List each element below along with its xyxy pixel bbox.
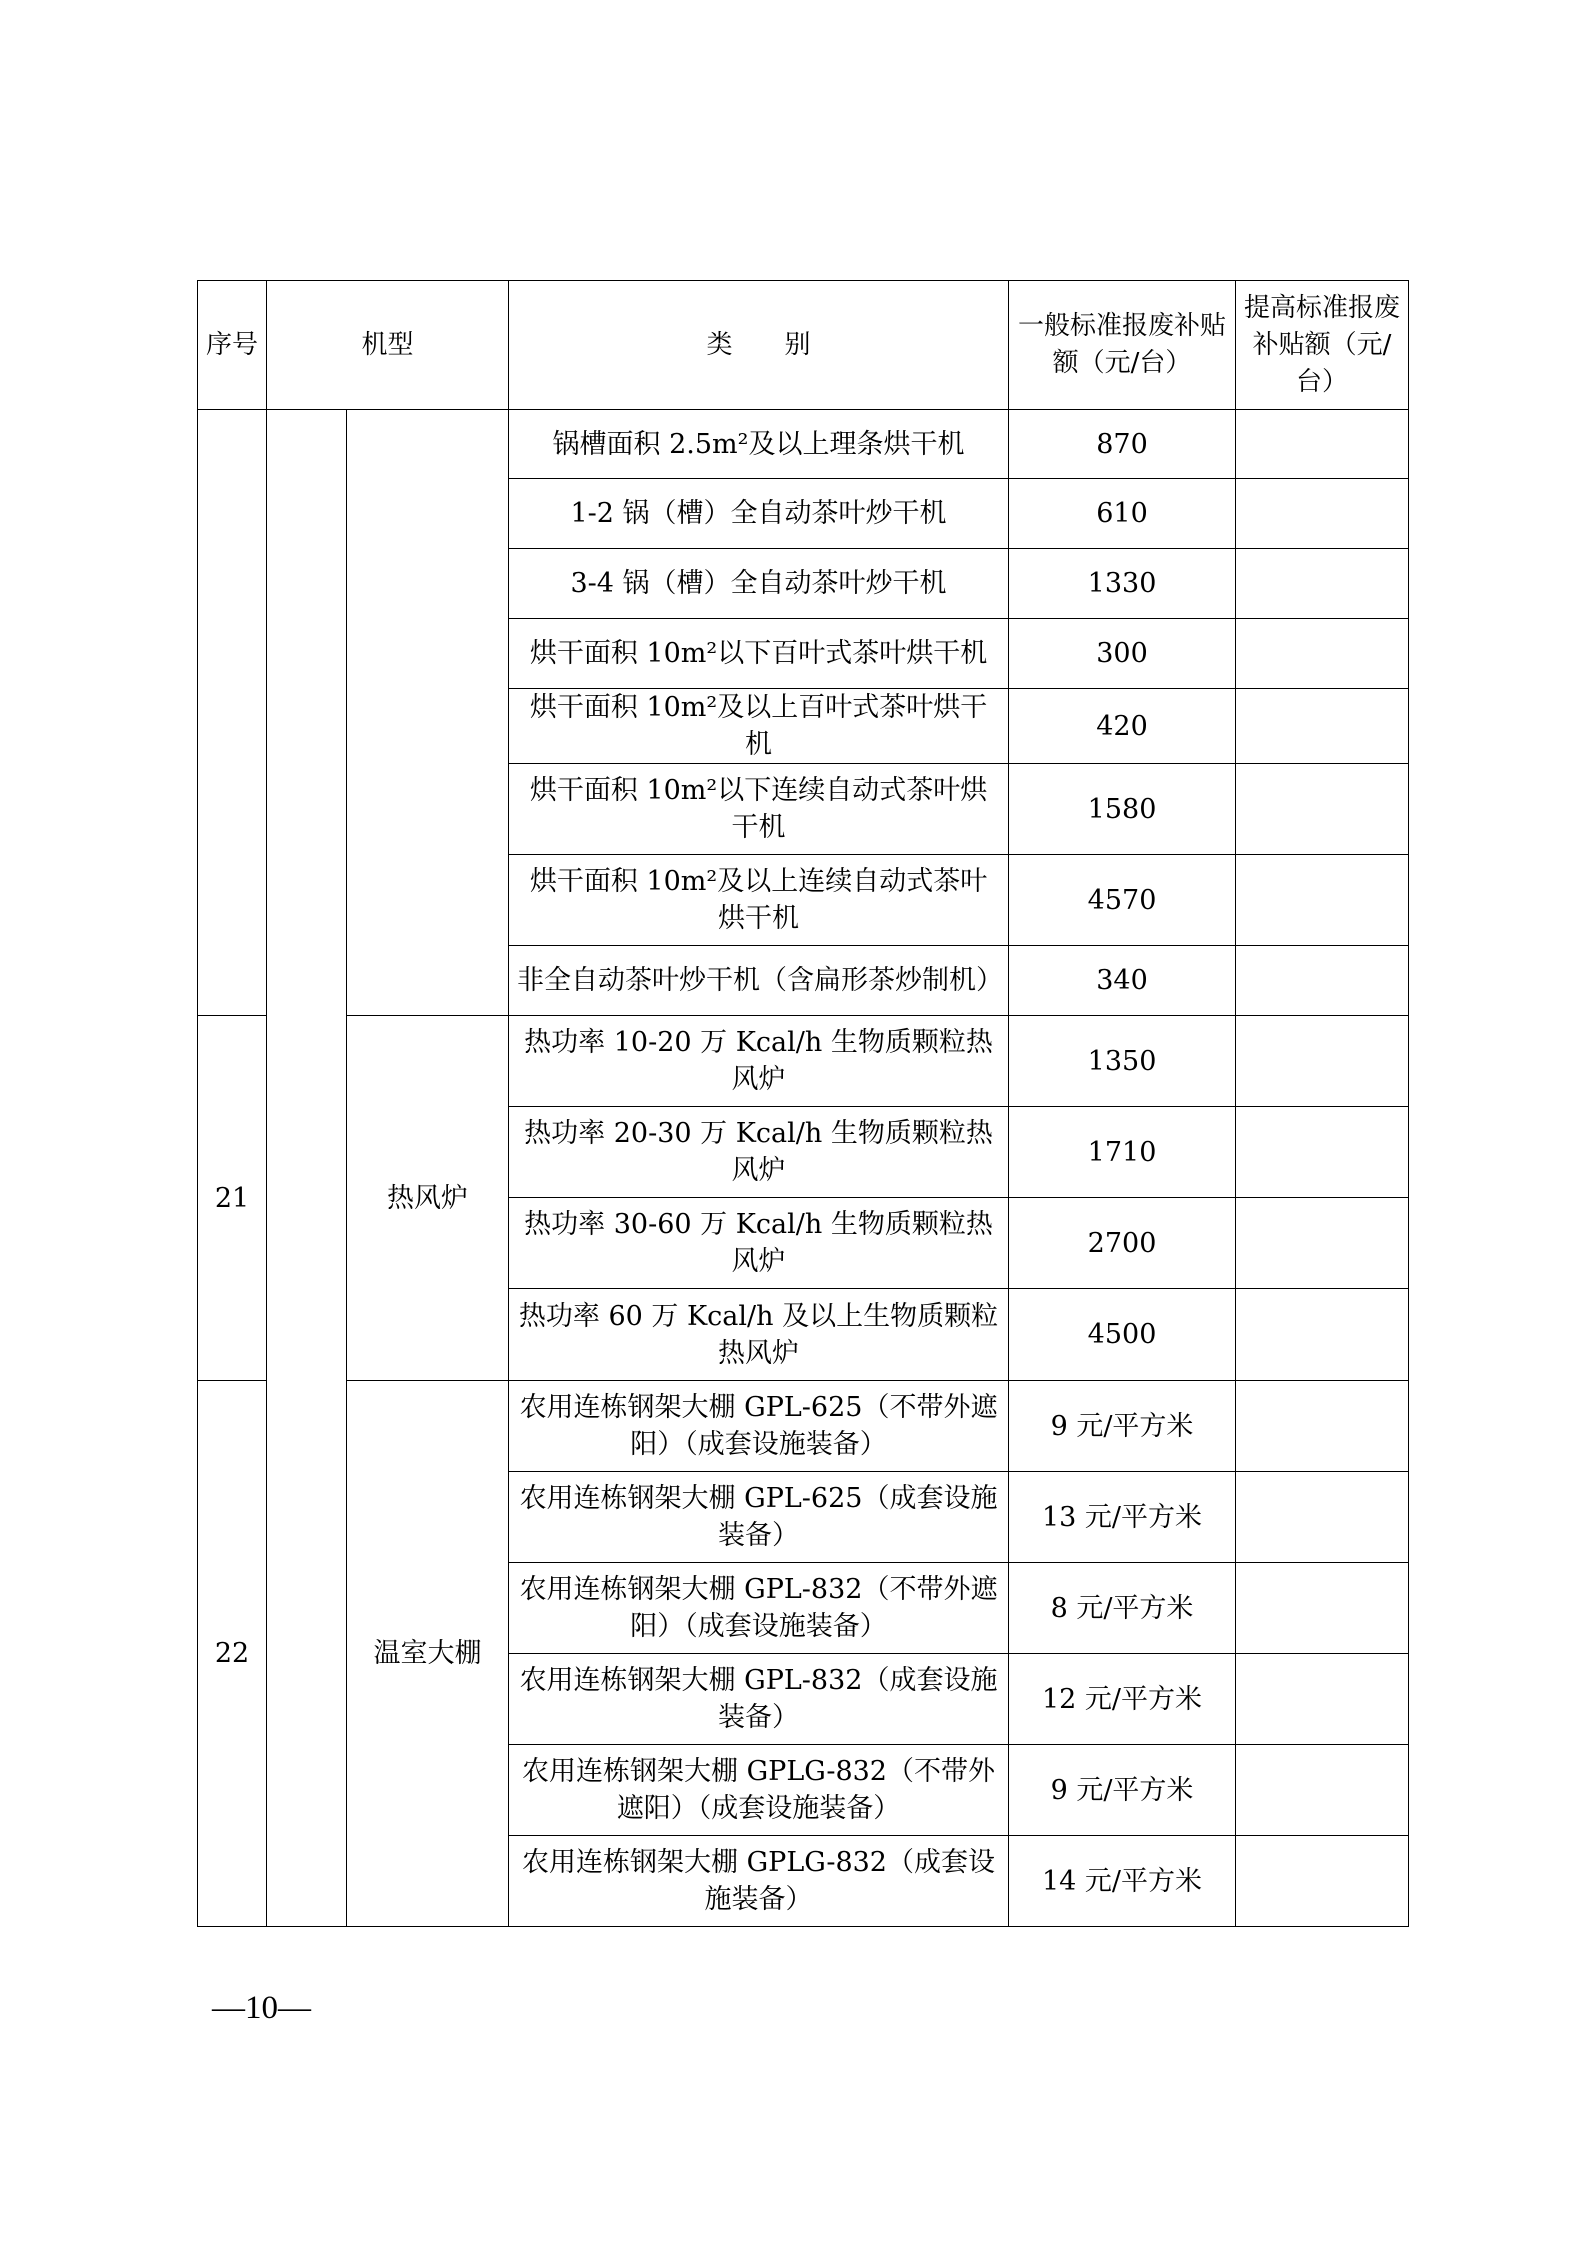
general-subsidy-cell: 1710 [1009,1107,1236,1198]
general-subsidy-cell: 4500 [1009,1289,1236,1381]
raised-subsidy-cell [1236,1563,1409,1654]
category-cell: 非全自动茶叶炒干机（含扁形茶炒制机） [509,946,1009,1016]
header-category: 类 别 [509,281,1009,410]
general-subsidy-cell: 870 [1009,410,1236,479]
general-subsidy-cell: 13 元/平方米 [1009,1472,1236,1563]
category-cell: 热功率 10-20 万 Kcal/h 生物质颗粒热风炉 [509,1016,1009,1107]
category-cell: 热功率 30-60 万 Kcal/h 生物质颗粒热风炉 [509,1198,1009,1289]
category-cell: 农用连栋钢架大棚 GPLG-832（不带外遮阳）（成套设施装备） [509,1745,1009,1836]
category-cell: 锅槽面积 2.5m²及以上理条烘干机 [509,410,1009,479]
raised-subsidy-cell [1236,549,1409,619]
table-row [198,410,1409,479]
model-cell-empty [347,410,509,1016]
raised-subsidy-cell [1236,764,1409,855]
general-subsidy-cell: 2700 [1009,1198,1236,1289]
general-subsidy-cell: 420 [1009,689,1236,764]
general-subsidy-cell: 12 元/平方米 [1009,1654,1236,1745]
seq-cell: 21 [198,1016,267,1381]
raised-subsidy-cell [1236,1107,1409,1198]
raised-subsidy-cell [1236,1836,1409,1927]
general-subsidy-cell: 1350 [1009,1016,1236,1107]
general-subsidy-cell: 1330 [1009,549,1236,619]
category-cell: 热功率 60 万 Kcal/h 及以上生物质颗粒热风炉 [509,1289,1009,1381]
category-cell: 农用连栋钢架大棚 GPLG-832（成套设施装备） [509,1836,1009,1927]
model-cell: 温室大棚 [347,1381,509,1927]
category-cell: 1-2 锅（槽）全自动茶叶炒干机 [509,479,1009,549]
subsidy-table [197,280,1409,1927]
general-subsidy-cell: 4570 [1009,855,1236,946]
category-cell: 3-4 锅（槽）全自动茶叶炒干机 [509,549,1009,619]
raised-subsidy-cell [1236,946,1409,1016]
header-general-standard: 一般标准报废补贴额（元/台） [1009,281,1236,410]
category-cell: 农用连栋钢架大棚 GPL-625（不带外遮阳）（成套设施装备） [509,1381,1009,1472]
raised-subsidy-cell [1236,855,1409,946]
category-cell: 农用连栋钢架大棚 GPL-832（不带外遮阳）（成套设施装备） [509,1563,1009,1654]
raised-subsidy-cell [1236,619,1409,689]
category-cell: 烘干面积 10m²以下百叶式茶叶烘干机 [509,619,1009,689]
category-cell: 烘干面积 10m²及以上百叶式茶叶烘干机 [509,689,1009,764]
category-cell: 农用连栋钢架大棚 GPL-625（成套设施装备） [509,1472,1009,1563]
raised-subsidy-cell [1236,1016,1409,1107]
general-subsidy-cell: 610 [1009,479,1236,549]
seq-cell: 22 [198,1381,267,1927]
raised-subsidy-cell [1236,1472,1409,1563]
raised-subsidy-cell [1236,689,1409,764]
general-subsidy-cell: 9 元/平方米 [1009,1381,1236,1472]
category-cell: 农用连栋钢架大棚 GPL-832（成套设施装备） [509,1654,1009,1745]
header-seq: 序号 [198,281,267,410]
seq-cell-empty [198,410,267,1016]
category-cell: 热功率 20-30 万 Kcal/h 生物质颗粒热风炉 [509,1107,1009,1198]
raised-subsidy-cell [1236,1654,1409,1745]
table-row [198,1381,1409,1472]
raised-subsidy-cell [1236,1745,1409,1836]
raised-subsidy-cell [1236,1381,1409,1472]
general-subsidy-cell: 8 元/平方米 [1009,1563,1236,1654]
model-cell: 热风炉 [347,1016,509,1381]
table-row [198,1016,1409,1107]
raised-subsidy-cell [1236,410,1409,479]
page-number: —10— [212,1990,311,2026]
general-subsidy-cell: 340 [1009,946,1236,1016]
category-cell: 烘干面积 10m²及以上连续自动式茶叶烘干机 [509,855,1009,946]
raised-subsidy-cell [1236,1198,1409,1289]
raised-subsidy-cell [1236,1289,1409,1381]
general-subsidy-cell: 9 元/平方米 [1009,1745,1236,1836]
category-cell: 烘干面积 10m²以下连续自动式茶叶烘干机 [509,764,1009,855]
header-row [198,281,1409,410]
model-outer-cell [267,410,347,1927]
general-subsidy-cell: 14 元/平方米 [1009,1836,1236,1927]
header-raised-standard: 提高标准报废补贴额（元/台） [1236,281,1409,410]
general-subsidy-cell: 1580 [1009,764,1236,855]
raised-subsidy-cell [1236,479,1409,549]
general-subsidy-cell: 300 [1009,619,1236,689]
header-model: 机型 [267,281,509,410]
